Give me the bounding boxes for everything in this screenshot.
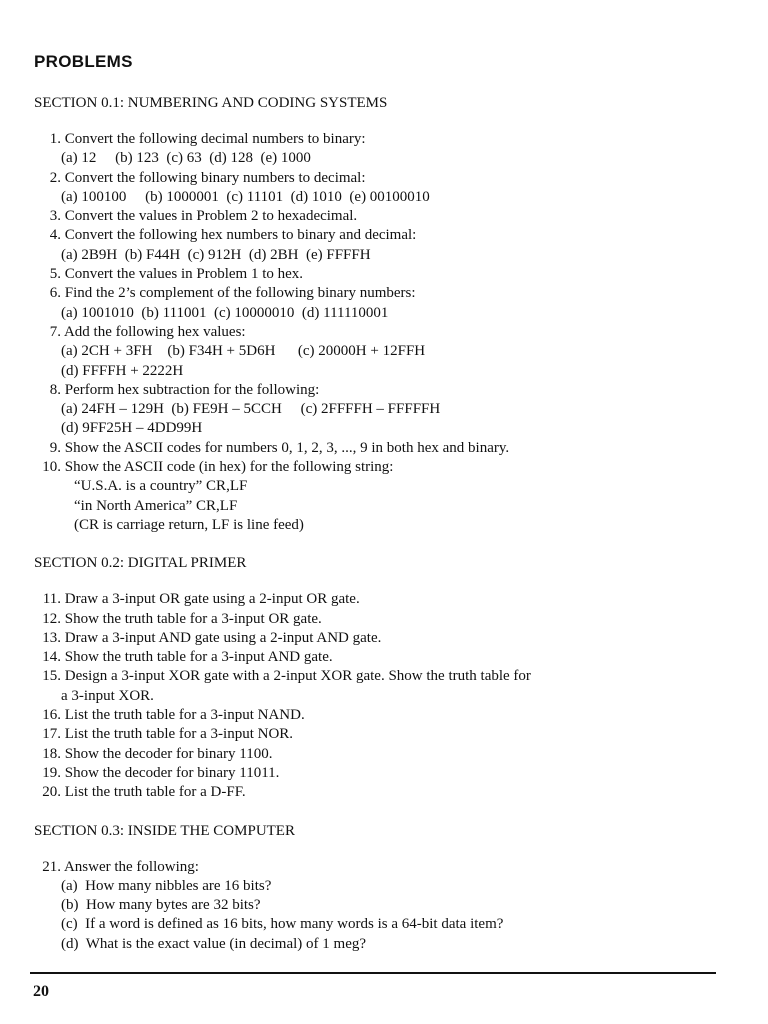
problem-item xyxy=(34,284,734,323)
problem-line xyxy=(34,169,734,188)
problem-text: Answer the following: xyxy=(63,858,199,875)
problem-item xyxy=(34,667,734,706)
problem-text: Convert the values in Problem 1 to hex. xyxy=(64,266,304,283)
problem-item xyxy=(34,381,734,439)
problem-number: 4. xyxy=(49,227,61,244)
problem-subpart: (a) How many nibbles are 16 bits? xyxy=(61,877,272,894)
problem-subpart: (a) 100100 (b) 1000001 (c) 11101 (d) 1010 (e) 00100010 xyxy=(61,188,430,205)
problem-number: 12. xyxy=(42,610,61,627)
problem-item xyxy=(34,725,734,744)
problem-number: 8. xyxy=(49,381,61,398)
problem-item xyxy=(34,207,734,226)
problem-line xyxy=(34,590,734,609)
page-number: 20 xyxy=(33,983,49,1000)
problem-number: 1. xyxy=(49,131,61,147)
problem-line xyxy=(34,207,734,226)
problem-list xyxy=(34,858,734,954)
problem-subpart: (a) 2B9H (b) F44H (c) 912H (d) 2BH (e) FFFFH xyxy=(61,246,371,263)
problem-text: Show the ASCII codes for numbers 0, 1, 2, 3, ..., 9 in both hex and binary. xyxy=(64,439,510,456)
problem-line xyxy=(34,130,734,149)
problem-number: 10. xyxy=(42,459,61,476)
problem-text: List the truth table for a D-FF. xyxy=(64,784,246,801)
problem-subpart: (a) 2CH + 3FH (b) F34H + 5D6H (c) 20000H + 12FFH xyxy=(61,343,426,360)
problem-number: 2. xyxy=(49,169,61,186)
problem-text: Draw a 3-input AND gate using a 2-input AND gate. xyxy=(64,629,382,646)
problem-number: 11. xyxy=(42,591,61,608)
problem-subpart: (d) 9FF25H – 4DD99H xyxy=(61,420,203,437)
problem-number: 14. xyxy=(42,649,61,666)
problem-line xyxy=(34,667,734,686)
problem-number: 18. xyxy=(42,745,61,762)
problem-item xyxy=(34,783,734,802)
problem-string-line: “in North America” CR,LF xyxy=(74,497,238,514)
problem-item xyxy=(34,130,734,169)
problem-number: 15. xyxy=(42,668,61,685)
problem-subpart: (a) 1001010 (b) 111001 (c) 10000010 (d) 111110001 xyxy=(61,304,389,321)
problem-number: 6. xyxy=(49,285,61,302)
problem-text: Show the ASCII code (in hex) for the following string: xyxy=(64,459,394,476)
problem-item xyxy=(34,610,734,629)
problem-list xyxy=(34,130,734,535)
problem-line xyxy=(34,783,734,802)
problem-text: Design a 3-input XOR gate with a 2-input XOR gate. Show the truth table for xyxy=(64,668,531,685)
page-content xyxy=(34,52,734,973)
section-title: SECTION 0.2: DIGITAL PRIMER xyxy=(34,555,247,572)
problem-item xyxy=(34,323,734,381)
problem-subpart: (d) FFFFH + 2222H xyxy=(61,362,184,379)
problem-item xyxy=(34,226,734,265)
problem-item xyxy=(34,648,734,667)
problem-text: Add the following hex values: xyxy=(63,323,246,340)
problem-text: Find the 2’s complement of the following binary numbers: xyxy=(64,285,416,302)
problem-number: 9. xyxy=(49,439,61,456)
problem-number: 7. xyxy=(49,323,61,340)
problem-text: Convert the following decimal numbers to binary: xyxy=(64,131,366,147)
problem-line xyxy=(34,858,734,877)
problem-list xyxy=(34,590,734,802)
problem-subpart: (c) If a word is defined as 16 bits, how many words is a 64-bit data item? xyxy=(61,916,504,933)
problem-item xyxy=(34,764,734,783)
problem-line xyxy=(34,725,734,744)
problem-item xyxy=(34,629,734,648)
problem-subpart: a 3-input XOR. xyxy=(61,687,154,704)
problem-line xyxy=(34,648,734,667)
problem-line xyxy=(34,764,734,783)
problem-item xyxy=(34,439,734,458)
problem-item xyxy=(34,169,734,208)
problem-sections xyxy=(34,94,734,954)
section xyxy=(34,554,734,802)
section-title: SECTION 0.1: NUMBERING AND CODING SYSTEMS xyxy=(34,95,388,111)
problem-text: List the truth table for a 3-input NAND. xyxy=(64,707,305,724)
problem-line xyxy=(34,458,734,477)
section xyxy=(34,94,734,535)
problem-number: 17. xyxy=(42,726,61,743)
problem-text: Show the truth table for a 3-input AND gate. xyxy=(64,649,333,666)
problem-subpart: (a) 12 (b) 123 (c) 63 (d) 128 (e) 1000 xyxy=(61,150,311,167)
problem-line xyxy=(34,706,734,725)
problem-line xyxy=(34,226,734,245)
footer-rule xyxy=(30,972,716,974)
problem-line xyxy=(34,610,734,629)
problem-text: Convert the values in Problem 2 to hexadecimal. xyxy=(64,208,358,225)
problem-subpart: (b) How many bytes are 32 bits? xyxy=(61,897,261,914)
problem-line xyxy=(34,284,734,303)
problem-line xyxy=(34,381,734,400)
problem-text: Show the truth table for a 3-input OR gate. xyxy=(64,610,322,627)
problem-number: 19. xyxy=(42,764,61,781)
section xyxy=(34,822,734,954)
problem-number: 5. xyxy=(49,266,61,283)
problem-number: 3. xyxy=(49,208,61,225)
problem-item xyxy=(34,706,734,725)
problem-item xyxy=(34,265,734,284)
problem-item xyxy=(34,458,734,535)
problem-number: 21. xyxy=(42,858,61,875)
problem-text: Show the decoder for binary 11011. xyxy=(64,764,280,781)
problem-number: 13. xyxy=(42,629,61,646)
problem-text: Show the decoder for binary 1100. xyxy=(64,745,273,762)
problem-line xyxy=(34,629,734,648)
problem-text: Convert the following binary numbers to decimal: xyxy=(64,169,366,186)
problem-line xyxy=(34,323,734,342)
problem-text: Draw a 3-input OR gate using a 2-input OR gate. xyxy=(64,591,360,608)
section-title: SECTION 0.3: INSIDE THE COMPUTER xyxy=(34,822,295,839)
problem-number: 20. xyxy=(42,784,61,801)
problem-line xyxy=(34,439,734,458)
problem-text: Perform hex subtraction for the following: xyxy=(64,381,320,398)
problem-item xyxy=(34,858,734,954)
problem-string-line: (CR is carriage return, LF is line feed) xyxy=(74,516,304,533)
problem-text: Convert the following hex numbers to binary and decimal: xyxy=(64,227,417,244)
problem-number: 16. xyxy=(42,707,61,724)
problem-item xyxy=(34,745,734,764)
problem-subpart: (a) 24FH – 129H (b) FE9H – 5CCH (c) 2FFFFH – FFFFFH xyxy=(61,401,441,418)
problem-item xyxy=(34,590,734,609)
problem-line xyxy=(34,745,734,764)
problem-subpart: (d) What is the exact value (in decimal) of 1 meg? xyxy=(61,935,367,952)
problem-text: List the truth table for a 3-input NOR. xyxy=(64,726,294,743)
problem-string-line: “U.S.A. is a country” CR,LF xyxy=(74,478,248,495)
problem-line xyxy=(34,265,734,284)
page-heading: PROBLEMS xyxy=(34,52,133,71)
